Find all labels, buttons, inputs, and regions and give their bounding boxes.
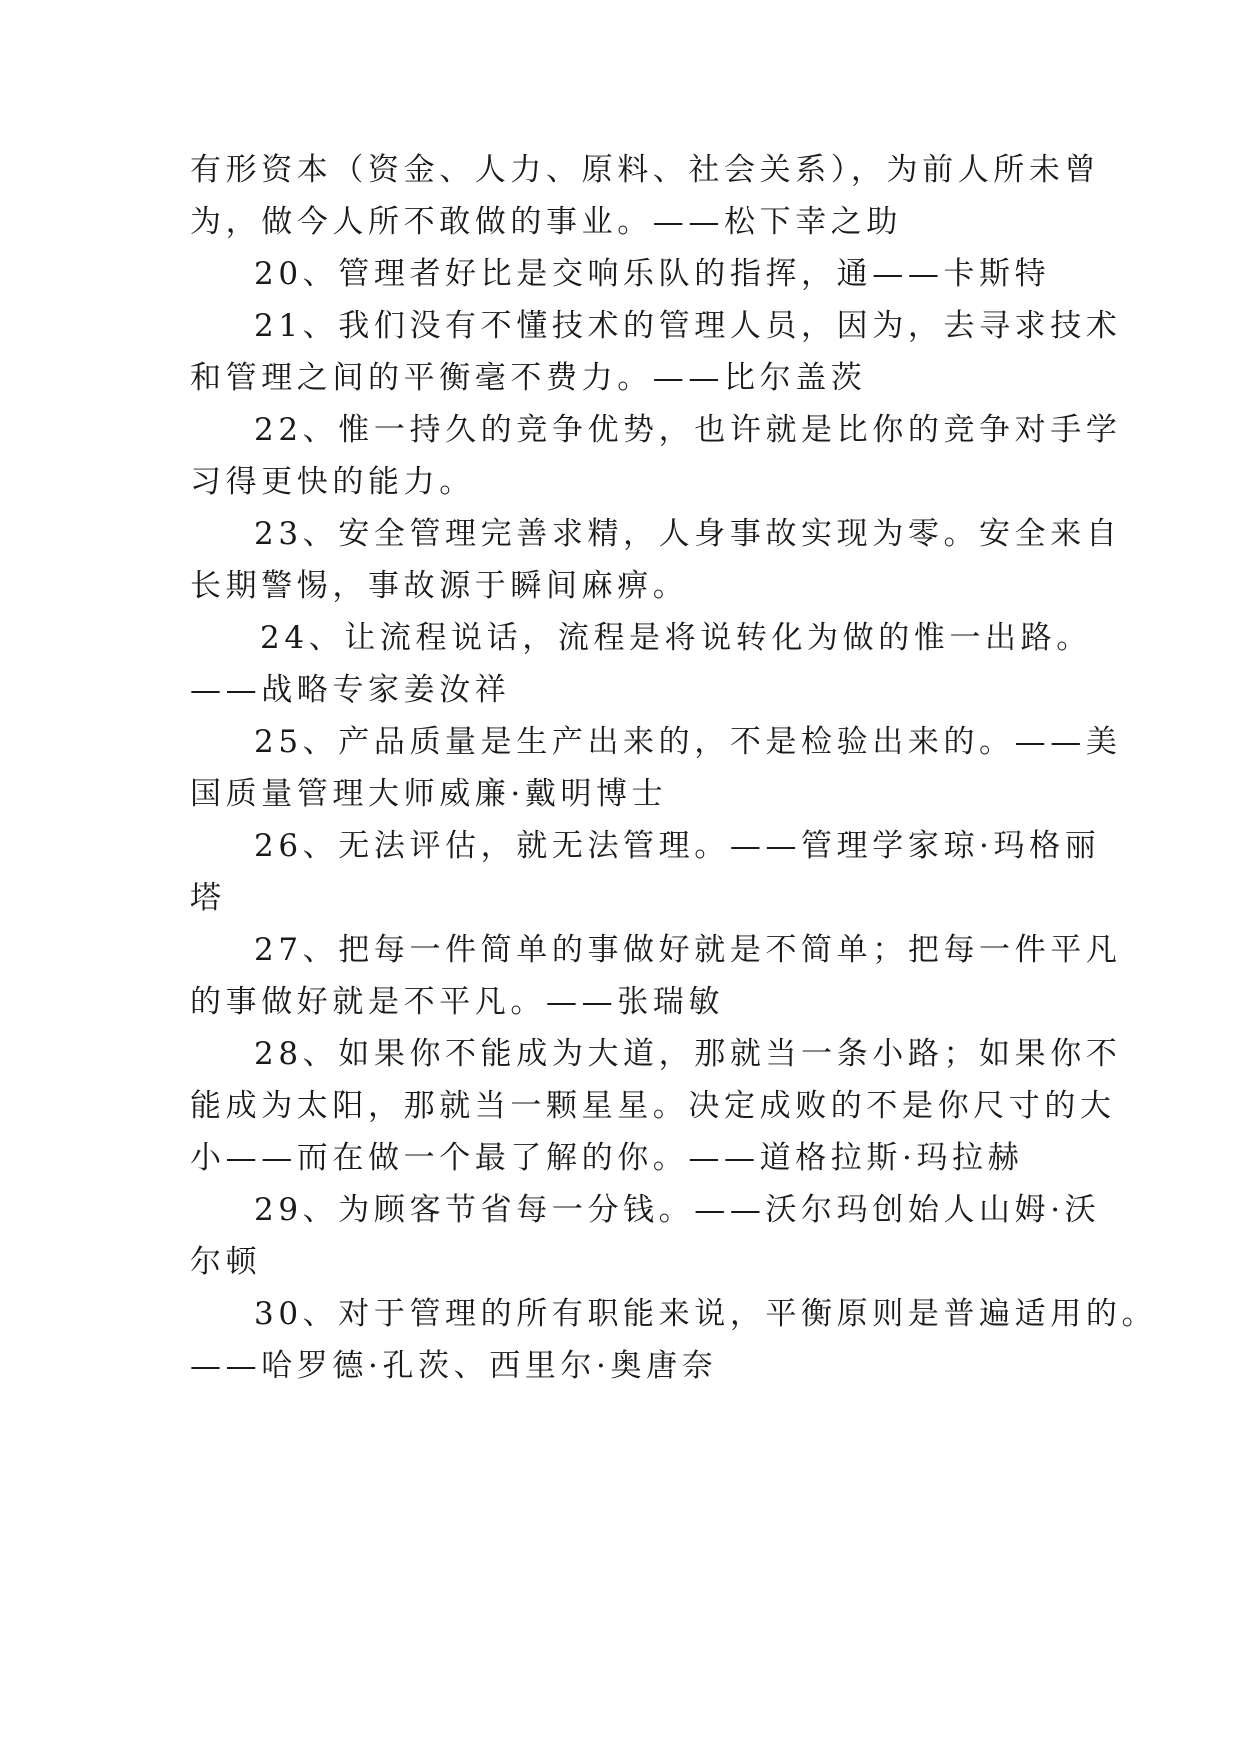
text-line: 长期警惕，事故源于瞬间麻痹。 [190, 568, 689, 604]
text-line: 小——而在做一个最了解的你。——道格拉斯·玛拉赫 [190, 1140, 1024, 1176]
text-line: 23、安全管理完善求精，人身事故实现为零。安全来自 [254, 516, 1122, 552]
text-line: 习得更快的能力。 [190, 464, 475, 500]
text-line: 的事做好就是不平凡。——张瑞敏 [190, 984, 724, 1020]
text-line: 27、把每一件简单的事做好就是不简单；把每一件平凡 [254, 932, 1122, 968]
text-line: 和管理之间的平衡毫不费力。——比尔盖茨 [190, 360, 867, 396]
text-line: 能成为太阳，那就当一颗星星。决定成败的不是你尺寸的大 [190, 1088, 1116, 1124]
text-line: 为，做今人所不敢做的事业。——松下幸之助 [190, 204, 902, 240]
text-line: 25、产品质量是生产出来的，不是检验出来的。——美 [254, 724, 1122, 760]
text-line: 20、管理者好比是交响乐队的指挥，通——卡斯特 [254, 256, 1051, 292]
text-line: 21、我们没有不懂技术的管理人员，因为，去寻求技术 [254, 308, 1122, 344]
text-line: 30、对于管理的所有职能来说，平衡原则是普遍适用的。 [254, 1296, 1158, 1332]
text-line: 国质量管理大师威廉·戴明博士 [190, 776, 668, 812]
text-line: 塔 [190, 880, 226, 916]
text-line: 22、惟一持久的竞争优势，也许就是比你的竞争对手学 [254, 412, 1122, 448]
text-line: ——战略专家姜汝祥 [190, 672, 511, 708]
text-line: 26、无法评估，就无法管理。——管理学家琼·玛格丽 [254, 828, 1101, 864]
text-line: 28、如果你不能成为大道，那就当一条小路；如果你不 [254, 1036, 1122, 1072]
text-line: ——哈罗德·孔茨、西里尔·奥唐奈 [190, 1348, 718, 1384]
text-line: 29、为顾客节省每一分钱。——沃尔玛创始人山姆·沃 [254, 1192, 1101, 1228]
text-line: 尔顿 [190, 1244, 262, 1280]
text-line: 24、让流程说话，流程是将说转化为做的惟一出路。 [260, 620, 1092, 656]
text-line: 有形资本（资金、人力、原料、社会关系），为前人所未曾 [190, 152, 1101, 188]
